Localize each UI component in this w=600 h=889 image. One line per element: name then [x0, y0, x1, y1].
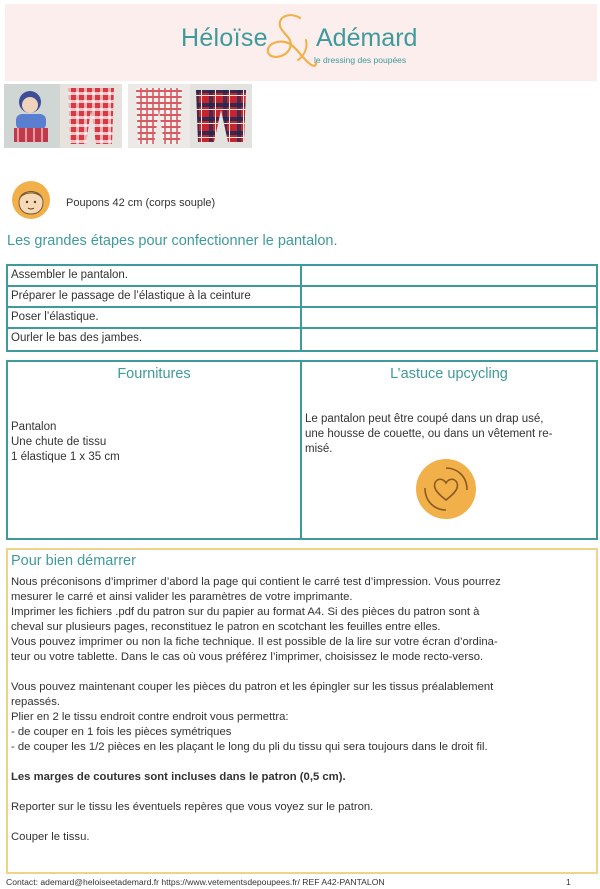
paragraph-line: Couper le tissu. [11, 831, 90, 843]
paragraph-line: cheval sur plusieurs pages, reconstituez le patron en scotchant les feuilles entre elles. [11, 621, 441, 633]
supplies-tip-panel [6, 360, 598, 540]
paragraph-line: Reporter sur le tissu les éventuels repères que vous voyez sur le patron. [11, 801, 374, 813]
thumbnail-red-check-pants[interactable] [60, 84, 122, 148]
tip-line: Le pantalon peut être coupé dans un drap usé, [305, 413, 544, 425]
paragraph-line: Plier en 2 le tissu endroit contre endroit vous permettra: [11, 711, 289, 723]
upcycling-tip-title: L’astuce upcycling [390, 366, 508, 382]
thumbnail-pink-check-pants[interactable] [128, 84, 190, 148]
paragraph-line: - de couper en 1 fois les pièces symétriques [11, 726, 232, 738]
heart-in-hands-icon [415, 458, 477, 520]
step-check-cell [302, 266, 596, 285]
paragraph-line: teur ou votre tablette. Dans le cas où vous préférez l’imprimer, choisissez le mode recto-verso. [11, 651, 484, 663]
step-label: Assembler le pantalon. [8, 266, 302, 285]
header-banner [5, 4, 597, 81]
steps-table [6, 264, 598, 352]
seam-allowance-note: Les marges de coutures sont incluses dans le patron (0,5 cm). [11, 771, 346, 783]
step-row [8, 308, 596, 329]
paragraph-line: repassés. [11, 696, 60, 708]
brand-name-left: Héloïse [181, 24, 268, 52]
step-label: Ourler le bas des jambes. [8, 329, 302, 350]
steps-title: Les grandes étapes pour confectionner le pantalon. [7, 233, 338, 249]
doll-face-icon [10, 180, 52, 220]
upcycling-tip-column [302, 362, 596, 538]
supplies-item: Une chute de tissu [11, 436, 107, 448]
paragraph-line: Nous préconisons d’imprimer d’abord la page qui contient le carré test d’impression. Vous pourrez [11, 576, 501, 588]
step-check-cell [302, 308, 596, 327]
tip-line: une housse de couette, ou dans un vêtement re- [305, 428, 553, 440]
step-label: Préparer le passage de l’élastique à la ceinture [8, 287, 302, 306]
upcycling-tip-text [305, 412, 590, 457]
supplies-list [11, 420, 120, 465]
paragraph-line: Vous pouvez imprimer ou non la fiche technique. Il est possible de la lire sur votre écran d’ordina- [11, 636, 498, 648]
footer-contact: Contact: ademard@heloiseetademard.fr https://www.vetementsdepoupees.fr/ REF A42-PANTALON [6, 877, 385, 887]
thumbnail-doll-photo[interactable] [4, 84, 66, 148]
paragraph-line: - de couper les 1/2 pièces en les plaçant le long du pli du tissu qui sera toujours dans le droit fil. [11, 741, 488, 753]
brand-tagline: le dressing des poupées [314, 55, 407, 65]
step-row [8, 329, 596, 350]
supplies-item: 1 élastique 1 x 35 cm [11, 451, 120, 463]
paragraph-line: Vous pouvez maintenant couper les pièces du patron et les épingler sur les tissus préalablement [11, 681, 494, 693]
getting-started-title: Pour bien démarrer [11, 553, 136, 569]
page-number: 1 [566, 877, 571, 887]
supplies-item: Pantalon [11, 421, 57, 433]
paragraph-line: Imprimer les fichiers .pdf du patron sur du papier au format A4. Si des pièces du patron sont à [11, 606, 480, 618]
doll-size-label: Poupons 42 cm (corps souple) [66, 197, 216, 209]
supplies-column [8, 362, 302, 538]
step-row [8, 266, 596, 287]
step-check-cell [302, 287, 596, 306]
brand-name-right: Adémard [316, 24, 418, 52]
getting-started-section [6, 548, 598, 874]
tip-line: misé. [305, 443, 333, 455]
step-label: Poser l’élastique. [8, 308, 302, 327]
thumbnail-tartan-pants[interactable] [190, 84, 252, 148]
step-check-cell [302, 329, 596, 350]
supplies-title: Fournitures [117, 366, 191, 382]
paragraph-line: mesurer le carré et ainsi valider les paramètres de votre imprimante. [11, 591, 353, 603]
step-row [8, 287, 596, 308]
ampersand-logo-icon [260, 10, 318, 72]
